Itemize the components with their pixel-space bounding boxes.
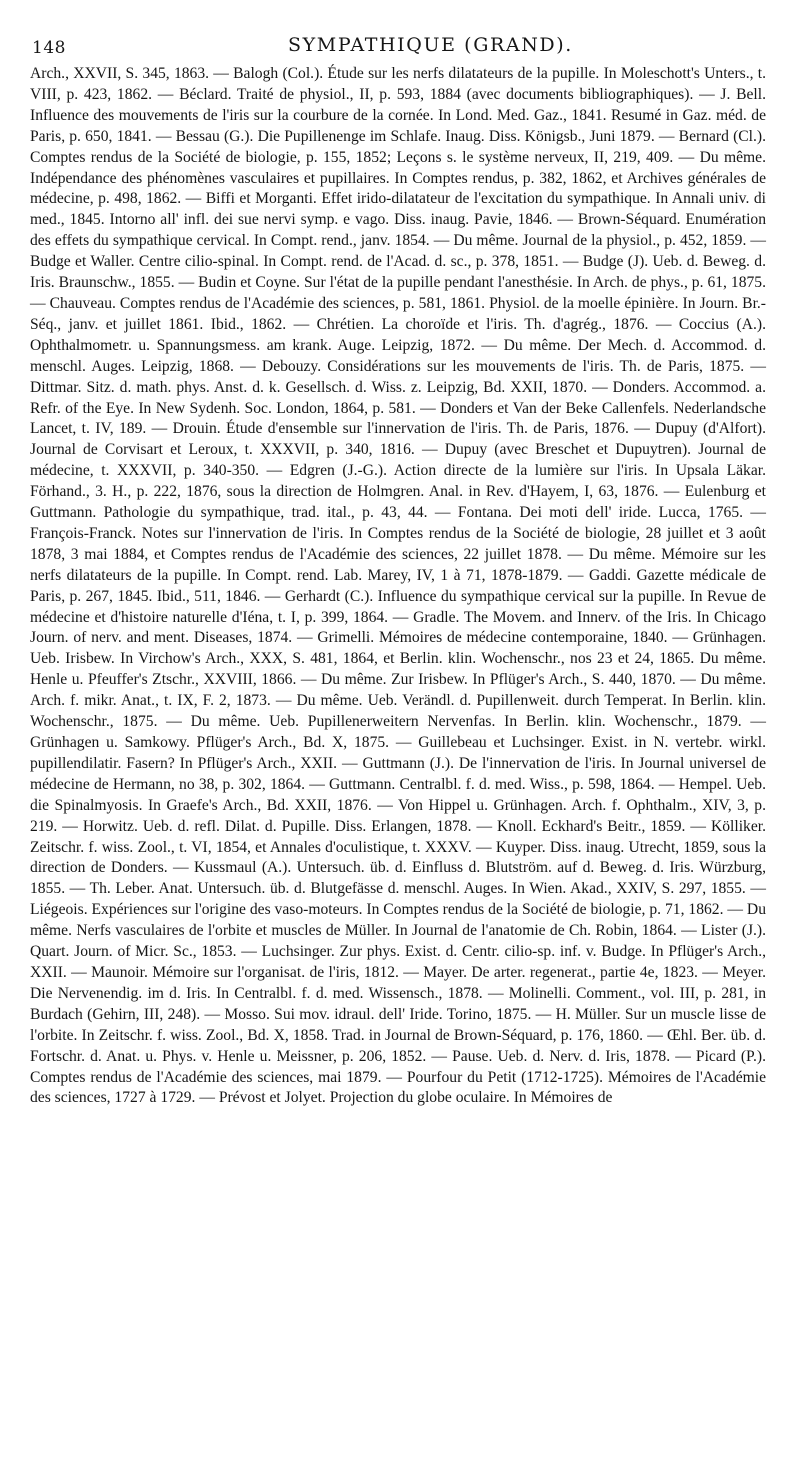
bibliography-paragraph: Arch., XXVII, S. 345, 1863. — Balogh (Col.). Étude sur les nerfs dilatateurs de la pupille. In Moleschott's Unters., t. VIII, p. 423, 1862. — Béclard. Traité de physiol., II, p. 593, 1884 (avec documents bibliographiques). — J. Bell. Influence des mouvements de l'iris sur la courbure de la cornée. In Lond. Med. Gaz., 1841. Resumé in Gaz. méd. de Paris, p. 650, 1841. — Bessau (G.). Die Pupillenenge im Schlafe. Inaug. Diss. Königsb., Juni 1879. — Bernard (Cl.). Comptes rendus de la Société de biologie, p. 155, 1852; Leçons s. le système nerveux, II, 219, 409. — Du même. Indépendance des phénomènes vasculaires et pupillaires. In Comptes rendus, p. 382, 1862, et Archives générales de médecine, p. 498, 1862. — Biffi et Morganti. Effet irido-dilatateur de l'excitation du sympathique. In Annali univ. di med., 1845. Intorno all' infl. dei sue nervi symp. e vago. Diss. inaug. Pavie, 1846. — Brown-Séquard. Enumération des effets du sympathique cervical. In Compt. rend., janv. 1854. — Du même. Journal de la physiol., p. 452, 1859. — Budge et Waller. Centre cilio-spinal. In Compt. rend. de l'Acad. d. sc., p. 378, 1851. — Budge (J). Ueb. d. Beweg. d. Iris. Braunschw., 1855. — Budin et Coyne. Sur l'état de la pupille pendant l'anesthésie. In Arch. de phys., p. 61, 1875. — Chauveau. Comptes rendus de l'Académie des sciences, p. 581, 1861. Physiol. de la moelle épinière. In Journ. Br.-Séq., janv. et juillet 1861. Ibid., 1862. — Chrétien. La choroïde et l'iris. Th. d'agrég., 1876. — Coccius (A.). Ophthalmometr. u. Spannungsmess. am krank. Auge. Leipzig, 1872. — Du même. Der Mech. d. Accommod. d. menschl. Auges. Leipzig, 1868. — Debouzy. Considérations sur les mouvements de l'iris. Th. de Paris, 1875. — Dittmar. Sitz. d. math. phys. Anst. d. k. Gesellsch. d. Wiss. z. Leipzig, Bd. XXII, 1870. — Donders. Accommod. a. Refr. of the Eye. In New Sydenh. Soc. London, 1864, p. 581. — Donders et Van der Beke Callenfels. Nederlandsche Lancet, t. IV, 189. — Drouin. Étude d'ensemble sur l'innervation de l'iris. Th. de Paris, 1876. — Dupuy (d'Alfort). Journal de Corvisart et Leroux, t. XXXVII, p. 340, 1816. — Dupuy (avec Breschet et Dupuytren). Journal de médecine, t. XXXVII, p. 340-350. — Edgren (J.-G.). Action directe de la lumière sur l'iris. In Upsala Läkar. Förhand., 3. H., p. 222, 1876, sous la direction de Holmgren. Anal. in Rev. d'Hayem, I, 63, 1876. — Eulenburg et Guttmann. Pathologie du sympathique, trad. ital., p. 43, 44. — Fontana. Dei moti dell' iride. Lucca, 1765. — François-Franck. Notes sur l'innervation de l'iris. In Comptes rendus de la Société de biologie, 28 juillet et 3 août 1878, 3 mai 1884, et Comptes rendus de l'Académie des sciences, 22 juillet 1878. — Du même. Mémoire sur les nerfs dilatateurs de la pupille. In Compt. rend. Lab. Marey, IV, 1 à 71, 1878-1879. — Gaddi. Gazette médicale de Paris, p. 267, 1845. Ibid., 511, 1846. — Gerhardt (C.). Influence du sympathique cervical sur la pupille. In Revue de médecine et d'histoire naturelle d'Iéna, t. I, p. 399, 1864. — Gradle. The Movem. and Innerv. of the Iris. In Chicago Journ. of nerv. and ment. Diseases, 1874. — Grimelli. Mémoires de médecine contemporaine, 1840. — Grünhagen. Ueb. Irisbew. In Virchow's Arch., XXX, S. 481, 1864, et Berlin. klin. Wochenschr., nos 23 et 24, 1865. Du même. Henle u. Pfeuffer's Ztschr., XXVIII, 1866. — Du même. Zur Irisbew. In Pflüger's Arch., S. 440, 1870. — Du même. Arch. f. mikr. Anat., t. IX, F. 2, 1873. — Du même. Ueb. Verändl. d. Pupillenweit. durch Temperat. In Berlin. klin. Wochenschr., 1875. — Du même. Ueb. Pupillenerweitern Nervenfas. In Berlin. klin. Wochenschr., 1879. — Grünhagen u. Samkowy. Pflüger's Arch., Bd. X, 1875. — Guillebeau et Luchsinger. Exist. in N. vertebr. wirkl. pupillendilatir. Fasern? In Pflüger's Arch., XXII. — Guttmann (J.). De l'innervation de l'iris. In Journal universel de médecine de Hermann, no 38, p. 302, 1864. — Guttmann. Centralbl. f. d. med. Wiss., p. 598, 1864. — Hempel. Ueb. die Spinalmyosis. In Graefe's Arch., Bd. XXII, 1876. — Von Hippel u. Grünhagen. Arch. f. Ophthalm., XIV, 3, p. 219. — Horwitz. Ueb. d. refl. Dilat. d. Pupille. Diss. Erlangen, 1878. — Knoll. Eckhard's Beitr., 1859. — Kölliker. Zeitschr. f. wiss. Zool., t. VI, 1854, et Annales d'oculistique, t. XXXV. — Kuyper. Diss. inaug. Utrecht, 1859, sous la direction de Donders. — Kussmaul (A.). Untersuch. üb. d. Einfluss d. Blutström. auf d. Beweg. d. Iris. Würzburg, 1855. — Th. Leber. Anat. Untersuch. üb. d. Blutgefässe d. menschl. Auges. In Wien. Akad., XXIV, S. 297, 1855. — Liégeois. Expériences sur l'origine des vaso-moteurs. In Comptes rendus de la Société de biologie, p. 71, 1862. — Du même. Nerfs vasculaires de l'orbite et muscles de Müller. In Journal de l'anatomie de Ch. Robin, 1864. — Lister (J.). Quart. Journ. of Micr. Sc., 1853. — Luchsinger. Zur phys. Exist. d. Centr. cilio-sp. inf. v. Budge. In Pflüger's Arch., XXII. — Maunoir. Mémoire sur l'organisat. de l'iris, 1812. — Mayer. De arter. regenerat., partie 4e, 1823. — Meyer. Die Nervenendig. im d. Iris. In Centralbl. f. d. med. Wissensch., 1878. — Molinelli. Comment., vol. III, p. 281, in Burdach (Gehirn, III, 248). — Mosso. Sui mov. idraul. dell' Iride. Torino, 1875. — H. Müller. Sur un muscle lisse de l'orbite. In Zeitschr. f. wiss. Zool., Bd. X, 1858. Trad. in Journal de Brown-Séquard, p. 176, 1860. — Œhl. Ber. üb. d. Fortschr. d. Anat. u. Phys. v. Henle u. Meissner, p. 206, 1852. — Pause. Ueb. d. Nerv. d. Iris, 1878. — Picard (P.). Comptes rendus de l'Académie des sciences, mai 1879. — Pourfour du Petit (1712-1725). Mémoires de l'Académie des sciences, 1727 à 1729. — Prévost et Jolyet. Projection du globe oculaire. In Mémoires de	[30, 65, 766, 1107]
running-head: SYMPATHIQUE (GRAND).	[288, 34, 573, 56]
page-number: 148	[32, 38, 66, 58]
page-header	[32, 30, 766, 64]
bibliography-text	[30, 64, 766, 1109]
